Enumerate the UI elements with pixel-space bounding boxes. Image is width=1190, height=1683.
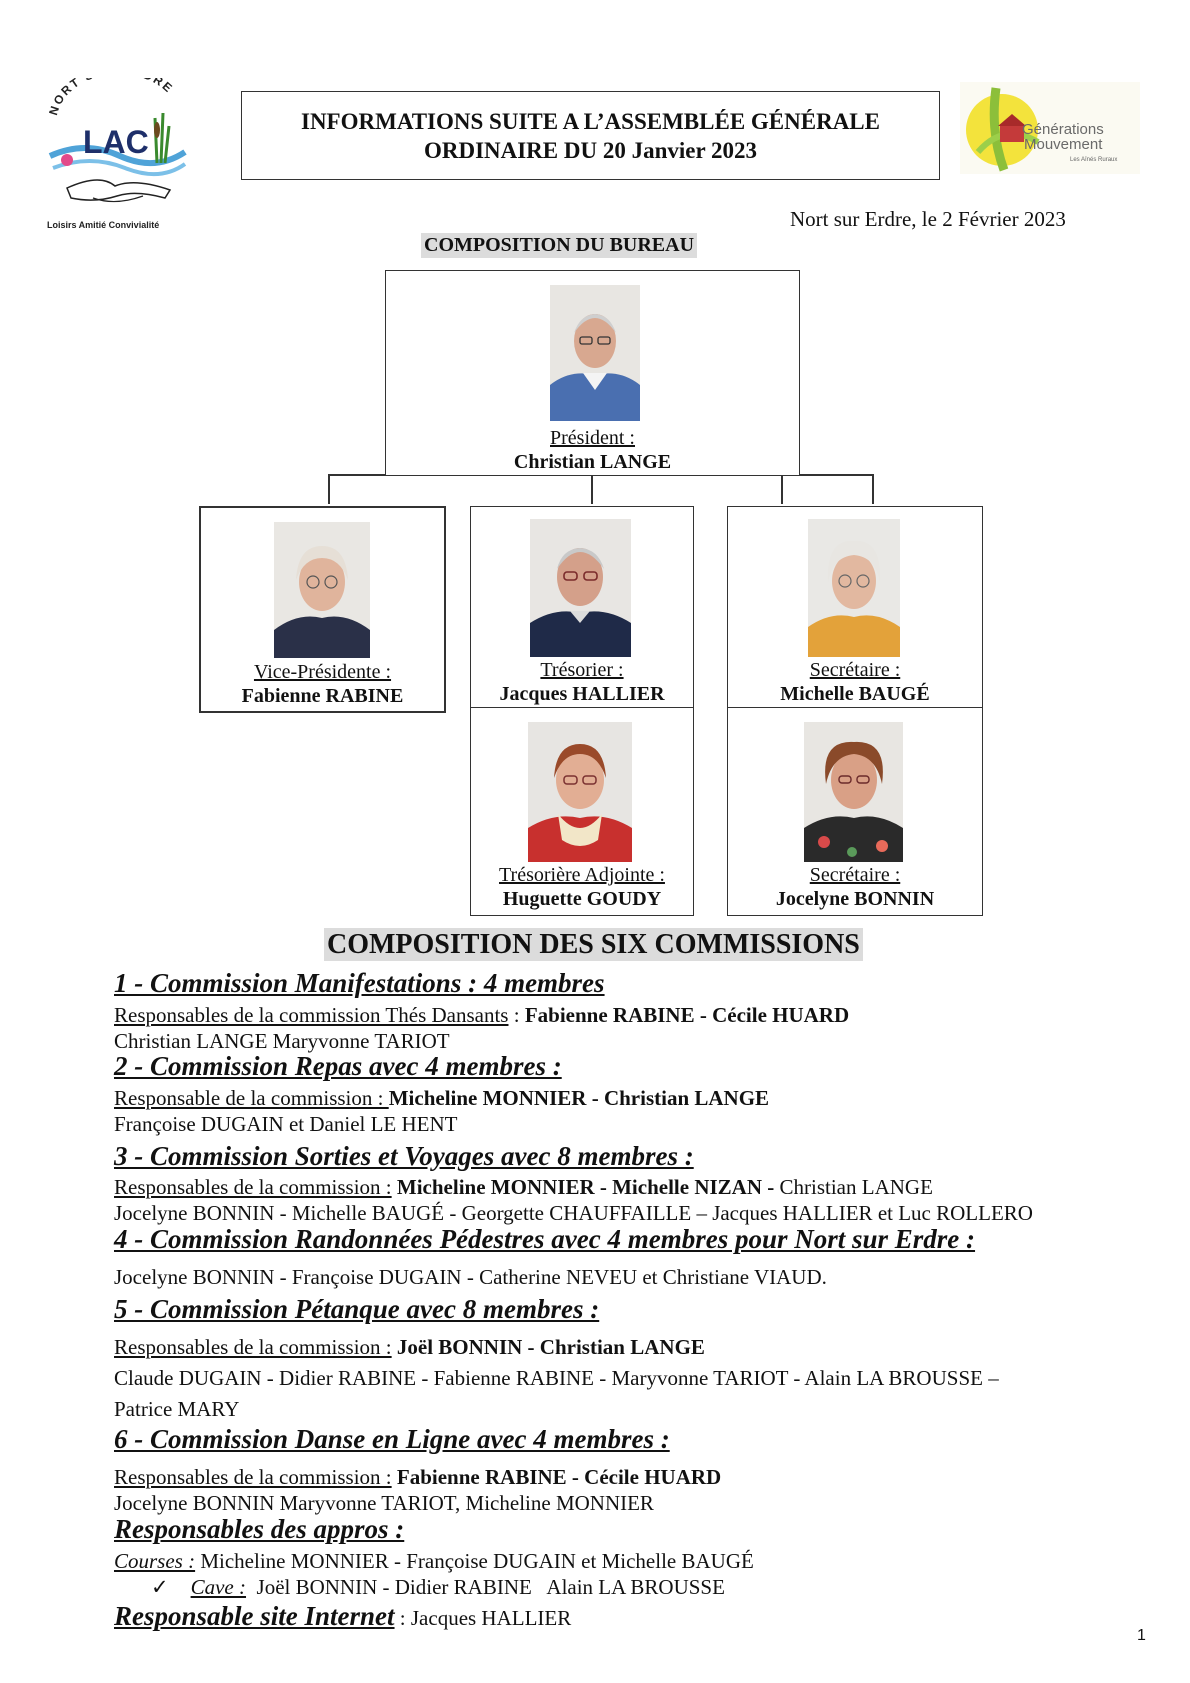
vice-presidente-box: [199, 506, 446, 713]
appros-title: Responsables des appros :: [114, 1514, 405, 1544]
commission-2-title: 2 - Commission Repas avec 4 membres :: [114, 1051, 562, 1081]
gm-name-2: Mouvement: [1024, 136, 1103, 153]
appros-courses: Courses : Micheline MONNIER - Françoise DUGAIN et Michelle BAUGÉ: [114, 1549, 754, 1573]
tresoriere-adjointe-name: Huguette GOUDY: [502, 888, 662, 910]
page-number: 1: [1137, 1627, 1146, 1644]
president-name: Christian LANGE: [513, 451, 672, 473]
secretaire-1-role: Secrétaire :: [809, 659, 901, 681]
dateline: Nort sur Erdre, le 2 Février 2023: [790, 207, 1066, 231]
title-box: [241, 91, 940, 180]
commission-3-responsables: Responsables de la commission : Micheline MONNIER - Michelle NIZAN - Christian LANGE: [114, 1175, 933, 1199]
tresorier-role: Trésorier :: [540, 659, 624, 681]
connector: [591, 474, 593, 504]
connector: [781, 474, 783, 504]
commission-3-title: 3 - Commission Sorties et Voyages avec 8 membres :: [114, 1141, 694, 1171]
secretaire-1-box: [727, 506, 983, 709]
commissions-heading: COMPOSITION DES SIX COMMISSIONS: [324, 928, 863, 961]
commission-5-title: 5 - Commission Pétanque avec 8 membres :: [114, 1294, 600, 1324]
connector: [328, 474, 330, 504]
commission-6-members: Jocelyne BONNIN Maryvonne TARIOT, Micheline MONNIER: [114, 1491, 654, 1515]
gm-name-1: Générations: [1022, 121, 1104, 138]
lac-logo: [45, 78, 190, 233]
commission-6-responsables: Responsables de la commission : Fabienne RABINE - Cécile HUARD: [114, 1465, 722, 1489]
commission-1-members: Christian LANGE Maryvonne TARIOT: [114, 1029, 450, 1053]
president-role: Président :: [550, 427, 635, 449]
commission-4-title: 4 - Commission Randonnées Pédestres avec 4 membres pour Nort sur Erdre :: [114, 1224, 976, 1254]
logo-lac-text: LAC: [83, 124, 149, 160]
vice-presidente-photo: [274, 522, 370, 658]
secretaire-2-role: Secrétaire :: [809, 864, 901, 886]
tresorier-photo: [530, 519, 631, 657]
commission-6-title: 6 - Commission Danse en Ligne avec 4 membres :: [114, 1424, 670, 1454]
bureau-heading: COMPOSITION DU BUREAU: [421, 233, 697, 258]
commission-5-members-line2: Patrice MARY: [114, 1397, 240, 1421]
title-line-2: ORDINAIRE DU 20 Janvier 2023: [423, 137, 758, 163]
svg-text:NORT SUR ERDRE: [46, 78, 176, 117]
president-box: [385, 270, 800, 476]
commission-4-members: Jocelyne BONNIN - Françoise DUGAIN - Catherine NEVEU et Christiane VIAUD.: [114, 1265, 827, 1289]
commission-1-responsables: Responsables de la commission Thés Dansants : Fabienne RABINE - Cécile HUARD: [114, 1003, 850, 1027]
secretaire-2-name: Jocelyne BONNIN: [775, 888, 935, 910]
internet-responsable: Responsable site Internet : Jacques HALLIER: [114, 1601, 572, 1631]
commission-2-members: Françoise DUGAIN et Daniel LE HENT: [114, 1112, 458, 1136]
secretaire-1-name: Michelle BAUGÉ: [780, 683, 930, 705]
tresorier-box: [470, 506, 694, 709]
commission-5-responsables: Responsables de la commission : Joël BONNIN - Christian LANGE: [114, 1335, 705, 1359]
vice-presidente-name: Fabienne RABINE: [241, 685, 404, 707]
generations-mouvement-logo: [960, 82, 1140, 174]
tresoriere-adjointe-photo: [528, 722, 632, 862]
president-photo: [550, 285, 640, 421]
secretaire-1-photo: [808, 519, 900, 657]
secretaire-2-box: [727, 707, 983, 916]
commission-3-members: Jocelyne BONNIN - Michelle BAUGÉ - Georgette CHAUFFAILLE – Jacques HALLIER et Luc ROLLERO: [114, 1201, 1033, 1225]
checkmark-icon: ✓: [151, 1575, 169, 1599]
commission-1-title: 1 - Commission Manifestations : 4 membres: [114, 968, 605, 998]
commission-2-responsables: Responsable de la commission : Micheline MONNIER - Christian LANGE: [114, 1086, 770, 1110]
gm-tagline: Les Aînés Ruraux: [1070, 157, 1118, 163]
appros-cave: ✓ Cave : Joël BONNIN - Didier RABINE Alain LA BROUSSE: [151, 1575, 725, 1599]
commission-5-members-line1: Claude DUGAIN - Didier RABINE - Fabienne RABINE - Maryvonne TARIOT - Alain LA BROUSSE –: [114, 1366, 999, 1390]
tresoriere-adjointe-role: Trésorière Adjointe :: [499, 864, 665, 886]
logo-arc-text: NORT RE: [46, 78, 177, 117]
tresoriere-adjointe-box: [470, 707, 694, 916]
title-line-1: INFORMATIONS SUITE A L’ASSEMBLÉE GÉNÉRALE: [301, 108, 880, 134]
tresorier-name: Jacques HALLIER: [499, 683, 665, 705]
connector: [872, 474, 874, 504]
vice-presidente-role: Vice-Présidente :: [253, 661, 392, 683]
logo-tagline: Loisirs Amitié Convivialité: [47, 220, 160, 230]
secretaire-2-photo: [804, 722, 903, 862]
